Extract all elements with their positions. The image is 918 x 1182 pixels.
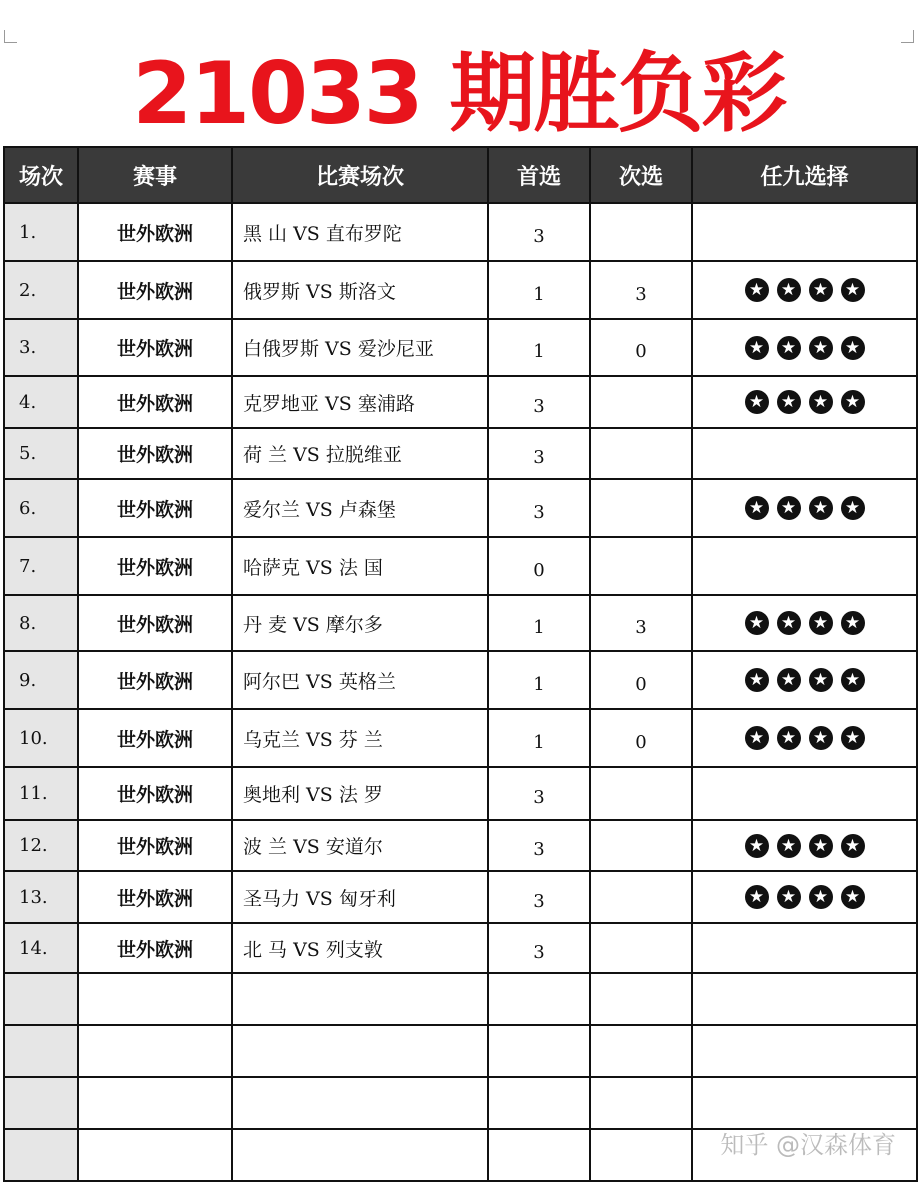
empty-cell	[590, 1025, 692, 1077]
match-name: 白俄罗斯 VS 爱沙尼亚	[232, 319, 488, 376]
empty-cell	[692, 1025, 917, 1077]
competition: 世外欧洲	[78, 595, 232, 651]
empty-cell	[488, 1025, 590, 1077]
second-pick	[590, 376, 692, 428]
first-pick: 3	[488, 203, 590, 261]
circled-star-icon: ★	[745, 278, 769, 302]
circled-star-icon: ★	[841, 834, 865, 858]
second-pick	[590, 479, 692, 537]
match-index: 10.	[4, 709, 78, 767]
second-pick	[590, 203, 692, 261]
r9-selection	[692, 537, 917, 595]
match-index: 11.	[4, 767, 78, 820]
match-name: 奥地利 VS 法 罗	[232, 767, 488, 820]
empty-cell	[4, 1077, 78, 1129]
match-name: 荷 兰 VS 拉脱维亚	[232, 428, 488, 479]
competition: 世外欧洲	[78, 261, 232, 319]
column-header: 场次	[4, 147, 78, 203]
competition: 世外欧洲	[78, 203, 232, 261]
match-index: 6.	[4, 479, 78, 537]
r9-selection	[692, 923, 917, 973]
empty-row	[4, 1077, 917, 1129]
circled-star-icon: ★	[841, 668, 865, 692]
circled-star-icon: ★	[841, 390, 865, 414]
r9-selection	[692, 709, 917, 767]
match-name: 克罗地亚 VS 塞浦路	[232, 376, 488, 428]
first-pick: 1	[488, 595, 590, 651]
empty-cell	[78, 1129, 232, 1181]
circled-star-icon: ★	[841, 726, 865, 750]
circled-star-icon: ★	[745, 834, 769, 858]
competition: 世外欧洲	[78, 820, 232, 871]
match-index: 13.	[4, 871, 78, 923]
empty-cell	[78, 973, 232, 1025]
r9-selection	[692, 428, 917, 479]
first-pick: 3	[488, 479, 590, 537]
empty-cell	[232, 973, 488, 1025]
circled-star-icon: ★	[745, 496, 769, 520]
circled-star-icon: ★	[809, 834, 833, 858]
circled-star-icon: ★	[777, 278, 801, 302]
table-row	[4, 376, 917, 428]
first-pick: 3	[488, 767, 590, 820]
circled-star-icon: ★	[841, 336, 865, 360]
r9-selection	[692, 479, 917, 537]
table-row	[4, 537, 917, 595]
competition: 世外欧洲	[78, 871, 232, 923]
first-pick: 0	[488, 537, 590, 595]
first-pick: 1	[488, 651, 590, 709]
empty-cell	[232, 1025, 488, 1077]
circled-star-icon: ★	[777, 668, 801, 692]
match-name: 俄罗斯 VS 斯洛文	[232, 261, 488, 319]
empty-cell	[488, 973, 590, 1025]
circled-star-icon: ★	[841, 496, 865, 520]
circled-star-icon: ★	[745, 726, 769, 750]
match-index: 12.	[4, 820, 78, 871]
second-pick: 3	[590, 261, 692, 319]
match-name: 乌克兰 VS 芬 兰	[232, 709, 488, 767]
circled-star-icon: ★	[809, 278, 833, 302]
watermark: 知乎 @汉森体育	[720, 1131, 896, 1159]
match-name: 黑 山 VS 直布罗陀	[232, 203, 488, 261]
second-pick: 0	[590, 709, 692, 767]
match-name: 波 兰 VS 安道尔	[232, 820, 488, 871]
r9-selection	[692, 871, 917, 923]
circled-star-icon: ★	[777, 834, 801, 858]
page-corner-mark	[4, 30, 17, 43]
circled-star-icon: ★	[745, 336, 769, 360]
circled-star-icon: ★	[841, 885, 865, 909]
first-pick: 3	[488, 428, 590, 479]
competition: 世外欧洲	[78, 319, 232, 376]
circled-star-icon: ★	[777, 336, 801, 360]
r9-selection	[692, 767, 917, 820]
circled-star-icon: ★	[745, 668, 769, 692]
column-header: 比赛场次	[232, 147, 488, 203]
column-header: 赛事	[78, 147, 232, 203]
table-header-row	[4, 147, 917, 203]
competition: 世外欧洲	[78, 767, 232, 820]
circled-star-icon: ★	[777, 390, 801, 414]
r9-selection	[692, 319, 917, 376]
match-name: 北 马 VS 列支敦	[232, 923, 488, 973]
table-row	[4, 820, 917, 871]
r9-selection	[692, 376, 917, 428]
first-pick: 3	[488, 376, 590, 428]
empty-cell	[692, 1077, 917, 1129]
second-pick	[590, 537, 692, 595]
table-row	[4, 319, 917, 376]
lottery-table	[3, 146, 918, 1182]
circled-star-icon: ★	[745, 611, 769, 635]
empty-cell	[488, 1077, 590, 1129]
match-index: 3.	[4, 319, 78, 376]
circled-star-icon: ★	[841, 611, 865, 635]
table-row	[4, 871, 917, 923]
r9-selection	[692, 820, 917, 871]
match-index: 2.	[4, 261, 78, 319]
second-pick	[590, 820, 692, 871]
competition: 世外欧洲	[78, 651, 232, 709]
table-row	[4, 479, 917, 537]
competition: 世外欧洲	[78, 428, 232, 479]
page-corner-mark	[901, 30, 914, 43]
match-name: 丹 麦 VS 摩尔多	[232, 595, 488, 651]
match-index: 7.	[4, 537, 78, 595]
empty-cell	[4, 1025, 78, 1077]
match-index: 5.	[4, 428, 78, 479]
empty-cell	[488, 1129, 590, 1181]
empty-row	[4, 1025, 917, 1077]
empty-cell	[590, 973, 692, 1025]
empty-row	[4, 973, 917, 1025]
competition: 世外欧洲	[78, 709, 232, 767]
circled-star-icon: ★	[809, 726, 833, 750]
empty-cell	[4, 973, 78, 1025]
table-row	[4, 595, 917, 651]
first-pick: 1	[488, 319, 590, 376]
r9-selection	[692, 595, 917, 651]
empty-cell	[590, 1129, 692, 1181]
match-name: 阿尔巴 VS 英格兰	[232, 651, 488, 709]
page-title: 21033 期胜负彩	[132, 44, 786, 144]
column-header: 次选	[590, 147, 692, 203]
circled-star-icon: ★	[809, 885, 833, 909]
match-index: 1.	[4, 203, 78, 261]
first-pick: 1	[488, 261, 590, 319]
circled-star-icon: ★	[777, 611, 801, 635]
first-pick: 3	[488, 820, 590, 871]
second-pick	[590, 871, 692, 923]
match-index: 4.	[4, 376, 78, 428]
r9-selection	[692, 651, 917, 709]
table-row	[4, 428, 917, 479]
circled-star-icon: ★	[841, 278, 865, 302]
empty-cell	[232, 1077, 488, 1129]
empty-cell	[692, 973, 917, 1025]
empty-cell	[232, 1129, 488, 1181]
column-header: 任九选择	[692, 147, 917, 203]
first-pick: 3	[488, 871, 590, 923]
circled-star-icon: ★	[745, 885, 769, 909]
circled-star-icon: ★	[745, 390, 769, 414]
table-row	[4, 651, 917, 709]
empty-cell	[590, 1077, 692, 1129]
competition: 世外欧洲	[78, 479, 232, 537]
competition: 世外欧洲	[78, 537, 232, 595]
match-index: 14.	[4, 923, 78, 973]
competition: 世外欧洲	[78, 376, 232, 428]
empty-cell	[4, 1129, 78, 1181]
r9-selection	[692, 203, 917, 261]
second-pick	[590, 923, 692, 973]
circled-star-icon: ★	[809, 668, 833, 692]
table-row	[4, 203, 917, 261]
match-index: 8.	[4, 595, 78, 651]
first-pick: 1	[488, 709, 590, 767]
match-name: 哈萨克 VS 法 国	[232, 537, 488, 595]
circled-star-icon: ★	[809, 336, 833, 360]
match-name: 爱尔兰 VS 卢森堡	[232, 479, 488, 537]
second-pick: 0	[590, 319, 692, 376]
empty-cell	[78, 1025, 232, 1077]
match-index: 9.	[4, 651, 78, 709]
circled-star-icon: ★	[777, 885, 801, 909]
circled-star-icon: ★	[809, 390, 833, 414]
first-pick: 3	[488, 923, 590, 973]
circled-star-icon: ★	[777, 726, 801, 750]
second-pick: 3	[590, 595, 692, 651]
table-row	[4, 709, 917, 767]
circled-star-icon: ★	[809, 611, 833, 635]
second-pick	[590, 428, 692, 479]
competition: 世外欧洲	[78, 923, 232, 973]
circled-star-icon: ★	[809, 496, 833, 520]
table-row	[4, 261, 917, 319]
r9-selection	[692, 261, 917, 319]
empty-cell	[78, 1077, 232, 1129]
second-pick: 0	[590, 651, 692, 709]
second-pick	[590, 767, 692, 820]
table-row	[4, 923, 917, 973]
column-header: 首选	[488, 147, 590, 203]
match-name: 圣马力 VS 匈牙利	[232, 871, 488, 923]
circled-star-icon: ★	[777, 496, 801, 520]
table-row	[4, 767, 917, 820]
